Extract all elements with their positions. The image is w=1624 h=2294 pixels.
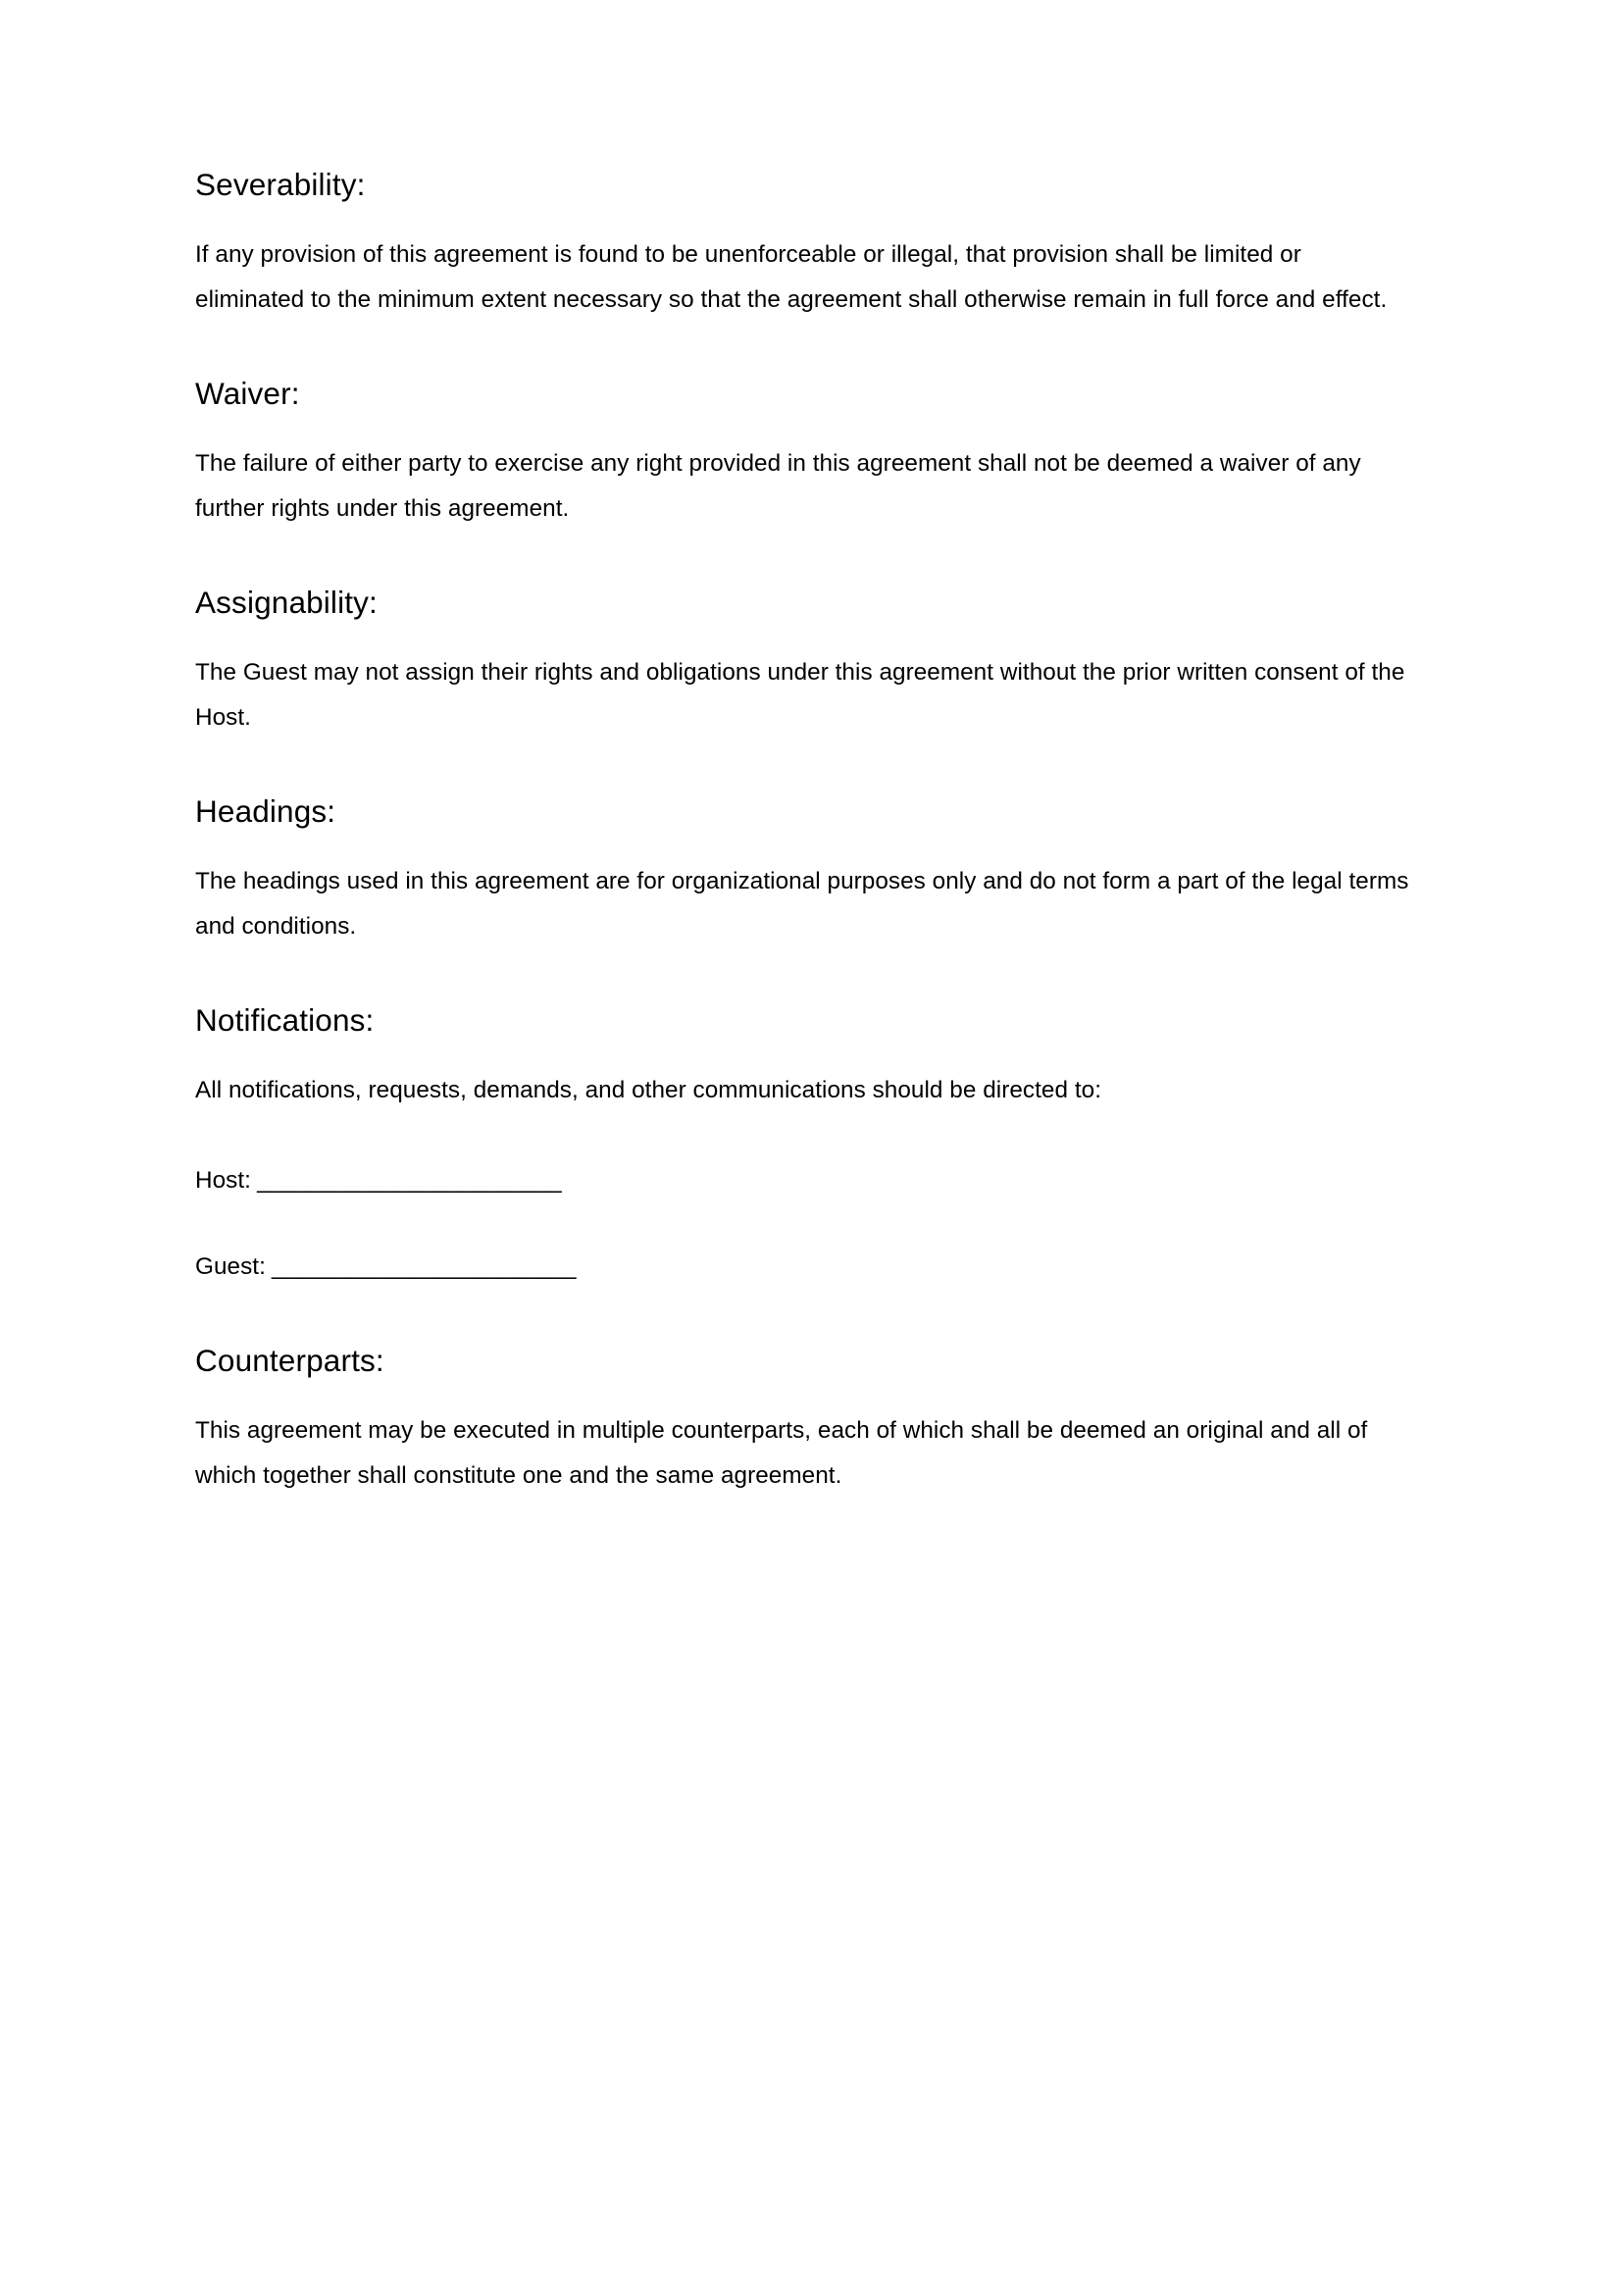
section-paragraph-severability: If any provision of this agreement is found to be unenforceable or illegal, that provision shall be limited or eliminated to the minimum extent necessary so that the agreement shall otherwise remain in full force and effect. (195, 240, 1388, 313)
section-paragraph-waiver: The failure of either party to exercise any right provided in this agreement shall not be deemed a waiver of any further rights under this agreement. (195, 449, 1361, 522)
guest-blank-field[interactable]: ________________________ (265, 1252, 576, 1280)
host-blank-field[interactable]: ________________________ (250, 1166, 562, 1194)
section-severability (195, 165, 1411, 323)
guest-label: Guest: (195, 1252, 266, 1280)
section-heading-assignability: Assignability: (195, 584, 378, 620)
section-assignability (195, 583, 1411, 740)
section-heading-counterparts: Counterparts: (195, 1342, 384, 1378)
section-waiver (195, 374, 1411, 532)
guest-contact-line (195, 1245, 1411, 1290)
section-heading-waiver: Waiver: (195, 375, 300, 411)
section-paragraph-assignability: The Guest may not assign their rights and obligations under this agreement without the prior written consent of the Host. (195, 658, 1405, 731)
section-paragraph-counterparts: This agreement may be executed in multiple counterparts, each of which shall be deemed an original and all of which together shall constitute one and the same agreement. (195, 1416, 1368, 1489)
section-notifications (195, 1000, 1411, 1290)
host-contact-line (195, 1158, 1411, 1203)
host-label: Host: (195, 1166, 251, 1194)
section-paragraph-headings: The headings used in this agreement are for organizational purposes only and do not form a part of the legal terms and conditions. (195, 867, 1409, 940)
document-body (195, 165, 1411, 1499)
section-paragraph-notifications: All notifications, requests, demands, and other communications should be directed to: (195, 1076, 1101, 1103)
section-headings (195, 791, 1411, 949)
notification-contacts (195, 1158, 1411, 1290)
section-heading-notifications: Notifications: (195, 1001, 375, 1038)
section-heading-headings: Headings: (195, 792, 336, 829)
section-heading-severability: Severability: (195, 167, 366, 202)
section-counterparts (195, 1341, 1411, 1499)
